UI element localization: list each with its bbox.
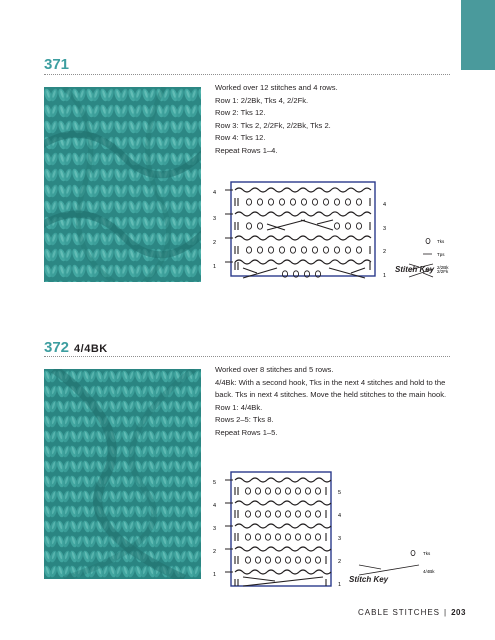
row-number: 2 (213, 240, 217, 246)
row-number: 2 (383, 249, 387, 255)
key-label-tks: Tks (437, 239, 445, 244)
footer-section: CABLE STITCHES (358, 608, 441, 617)
footer-separator: | (444, 608, 448, 617)
row-number: 1 (213, 264, 217, 270)
row-number: 4 (213, 190, 217, 196)
instruction-line: Row 2: Tks 12. (215, 108, 266, 118)
pattern-number: 372 (44, 339, 70, 356)
row-number: 4 (383, 202, 387, 208)
stitch-chart-372 (205, 470, 355, 595)
instruction-line: Worked over 12 stitches and 4 rows. (215, 83, 338, 92)
row-number: 1 (338, 582, 342, 588)
section-divider (44, 356, 450, 357)
instruction-line: 4/4Bk: With a second hook, Tks in the next 4 stitches and hold to the (215, 377, 446, 387)
row-number: 2 (338, 559, 342, 565)
row-number: 3 (338, 536, 342, 542)
page-footer (358, 608, 466, 617)
key-label-tks: Tks (423, 551, 431, 556)
instruction-line: Row 3: Tks 2, 2/2Fk, 2/2Bk, Tks 2. (215, 120, 331, 130)
instruction-line: Row 4: Tks 12. (215, 133, 266, 143)
instruction-line: Repeat Rows 1–4. (215, 145, 278, 155)
instruction-line: Row 1: 4/4Bk. (215, 402, 263, 412)
row-number: 4 (338, 513, 342, 519)
stitch-key-title: Stitch Key (395, 265, 435, 274)
row-number: 1 (383, 273, 387, 279)
row-number: 3 (383, 226, 387, 232)
row-number: 2 (213, 549, 217, 555)
pattern-372-instructions (215, 364, 446, 440)
pattern-name: 4/4BK (74, 343, 108, 355)
instruction-line: Row 1: 2/2Bk, Tks 4, 2/2Fk. (215, 95, 309, 105)
section-divider (44, 74, 450, 75)
row-number: 1 (213, 572, 217, 578)
key-label-2-2bk: 2/2Bk (437, 265, 449, 270)
chapter-tab (461, 0, 495, 70)
page-number: 203 (451, 608, 466, 617)
stitch-chart-371 (205, 180, 395, 285)
row-number: 5 (338, 490, 342, 496)
swatch-photo-372 (44, 369, 201, 579)
instruction-line: back. Tks in next 4 stitches. Move the held stitches to the main hook. (215, 390, 447, 400)
instruction-line: Rows 2–5: Tks 8. (215, 415, 274, 425)
row-number: 5 (213, 480, 217, 486)
key-label-4-4bk: 4/4Bk (423, 569, 435, 574)
row-number: 3 (213, 216, 217, 222)
pattern-number-372 (44, 340, 108, 357)
key-label-tps: Tps (437, 252, 445, 257)
pattern-number-371: 371 (44, 56, 70, 73)
pattern-371-instructions (215, 82, 338, 158)
swatch-photo-371 (44, 87, 201, 282)
key-label-2-2fk: 2/2Fk (437, 269, 449, 274)
instruction-line: Repeat Rows 1–5. (215, 427, 278, 437)
row-number: 3 (213, 526, 217, 532)
instruction-line: Worked over 8 stitches and 5 rows. (215, 365, 334, 374)
stitch-key-title: Stitch Key (349, 575, 389, 584)
row-number: 4 (213, 503, 217, 509)
